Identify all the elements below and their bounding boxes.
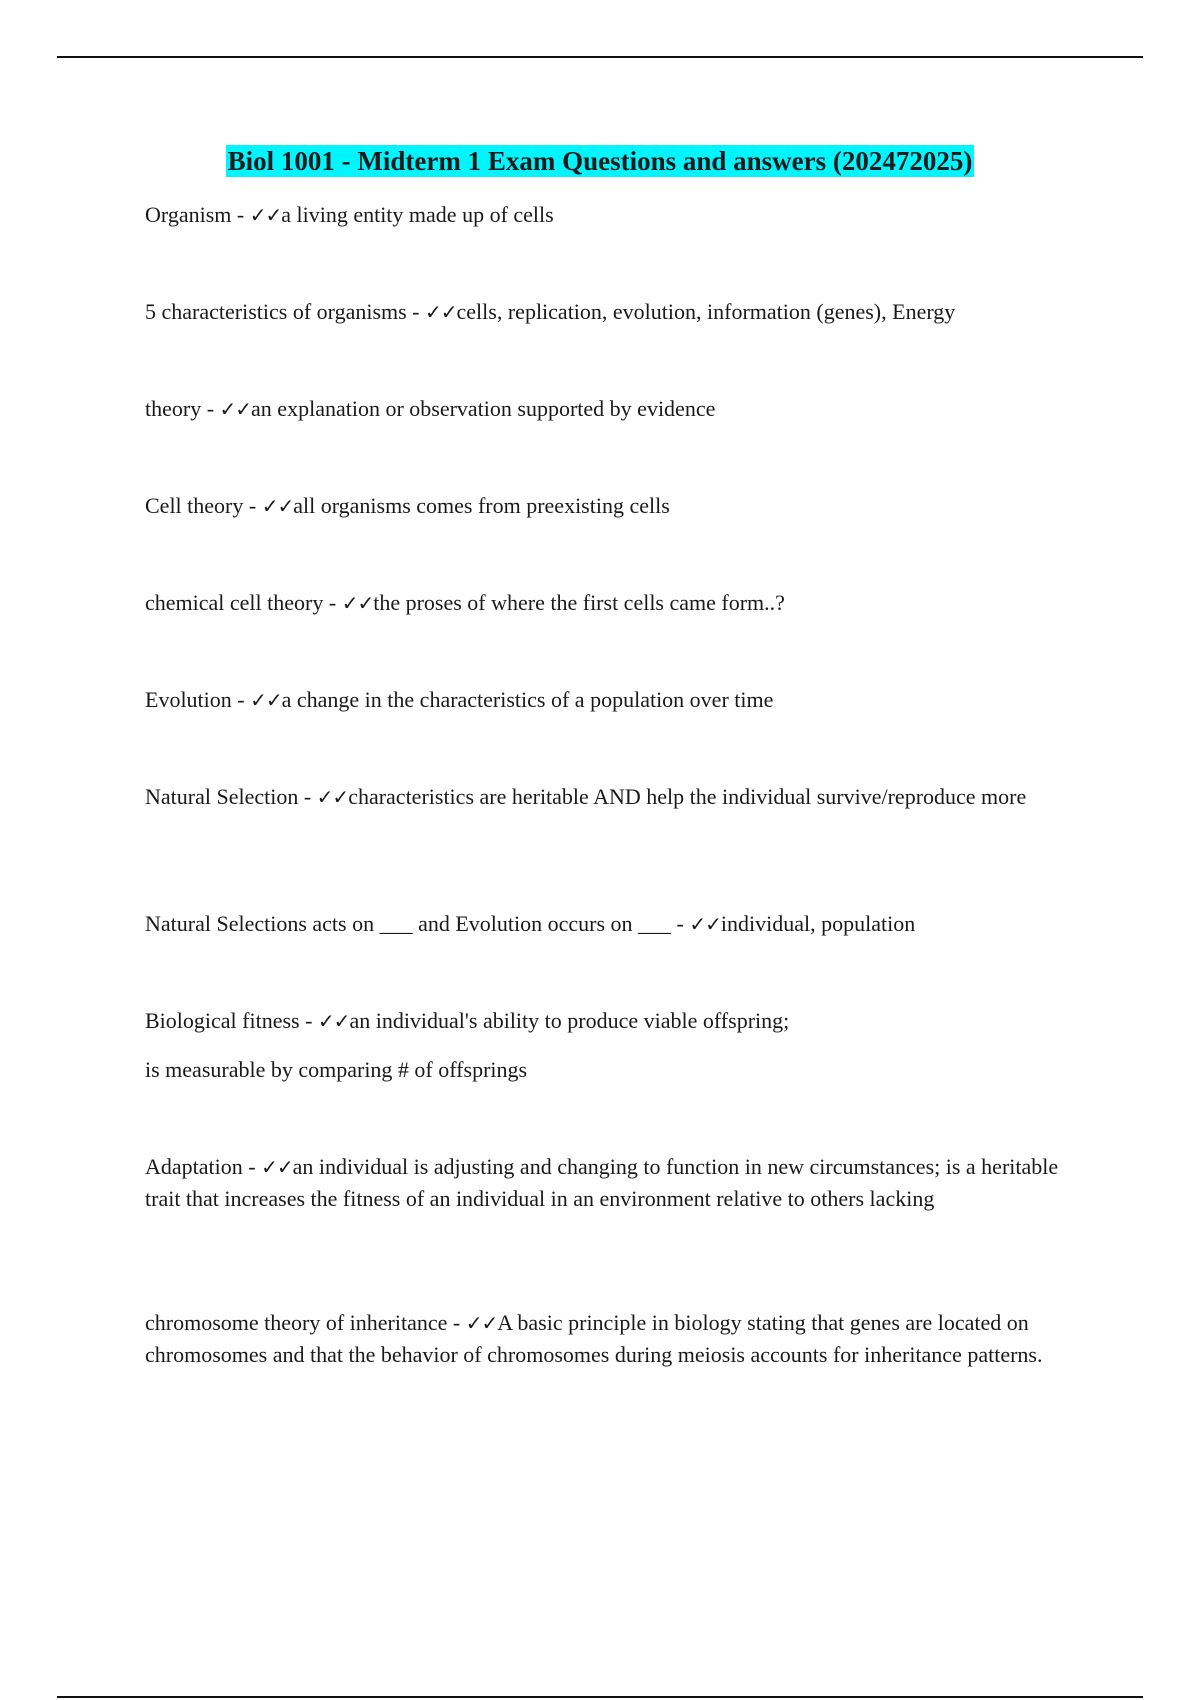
- qa-entry-organism: [145, 199, 1070, 231]
- top-rule: [57, 56, 1143, 58]
- qa-answer: an individual's ability to produce viable offspring;: [349, 1008, 790, 1033]
- qa-answer: cells, replication, evolution, information (genes), Energy: [456, 299, 956, 324]
- double-check-icon: ✓✓: [317, 1009, 350, 1033]
- qa-entry-theory: [145, 393, 1070, 425]
- double-check-icon: ✓✓: [219, 397, 252, 421]
- qa-entry-biological-fitness-note: [145, 1054, 1070, 1085]
- double-check-icon: ✓✓: [465, 1311, 498, 1335]
- qa-entry-chromosome-theory: [145, 1307, 1070, 1370]
- qa-answer: a living entity made up of cells: [281, 202, 554, 227]
- double-check-icon: ✓✓: [261, 494, 294, 518]
- qa-answer: all organisms comes from preexisting cells: [293, 493, 670, 518]
- double-check-icon: ✓✓: [250, 688, 282, 712]
- qa-entry-chemical-cell-theory: [145, 587, 1070, 619]
- qa-answer: an individual is adjusting and changing to function in new circumstances; is a heritable trait that increases the fitness of an individual in an environment relative to others lacking: [145, 1154, 1059, 1211]
- double-check-icon: ✓✓: [261, 1155, 293, 1179]
- qa-term: chromosome theory of inheritance -: [145, 1310, 466, 1335]
- qa-extra: is measurable by comparing # of offsprings: [145, 1057, 528, 1082]
- qa-entry-characteristics: [145, 296, 1070, 328]
- qa-entry-biological-fitness: [145, 1005, 1070, 1037]
- double-check-icon: ✓✓: [316, 785, 349, 809]
- qa-term: Biological fitness -: [145, 1008, 318, 1033]
- qa-term: Natural Selection -: [145, 784, 317, 809]
- qa-answer: an explanation or observation supported by evidence: [251, 396, 716, 421]
- qa-term: Cell theory -: [145, 493, 262, 518]
- title-container: [0, 145, 1200, 177]
- qa-entry-adaptation: [145, 1151, 1070, 1214]
- qa-entry-evolution: [145, 684, 1070, 716]
- qa-answer: individual, population: [720, 911, 916, 936]
- bottom-rule: [57, 1696, 1143, 1698]
- double-check-icon: ✓✓: [341, 591, 374, 615]
- document-title: Biol 1001 - Midterm 1 Exam Questions and answers (202472025): [227, 146, 973, 176]
- qa-answer: characteristics are heritable AND help the individual survive/reproduce more: [348, 784, 1027, 809]
- qa-term: Organism -: [145, 202, 250, 227]
- qa-term: Natural Selections acts on ___ and Evolution occurs on ___ -: [145, 911, 690, 936]
- double-check-icon: ✓✓: [249, 203, 282, 227]
- qa-entry-selection-vs-evolution: [145, 908, 1070, 940]
- qa-entry-cell-theory: [145, 490, 1070, 522]
- qa-answer: a change in the characteristics of a population over time: [281, 687, 774, 712]
- qa-answer: the proses of where the first cells came form..?: [373, 590, 785, 615]
- double-check-icon: ✓✓: [425, 300, 457, 324]
- qa-term: theory -: [145, 396, 220, 421]
- qa-term: Adaptation -: [145, 1154, 262, 1179]
- qa-entry-natural-selection: [145, 781, 1070, 813]
- double-check-icon: ✓✓: [689, 912, 721, 936]
- qa-term: 5 characteristics of organisms -: [145, 299, 426, 324]
- qa-term: Evolution -: [145, 687, 251, 712]
- qa-term: chemical cell theory -: [145, 590, 342, 615]
- qa-answer: A basic principle in biology stating that genes are located on chromosomes and that the behavior of chromosomes during meiosis accounts for inheritance patterns.: [145, 1310, 1043, 1367]
